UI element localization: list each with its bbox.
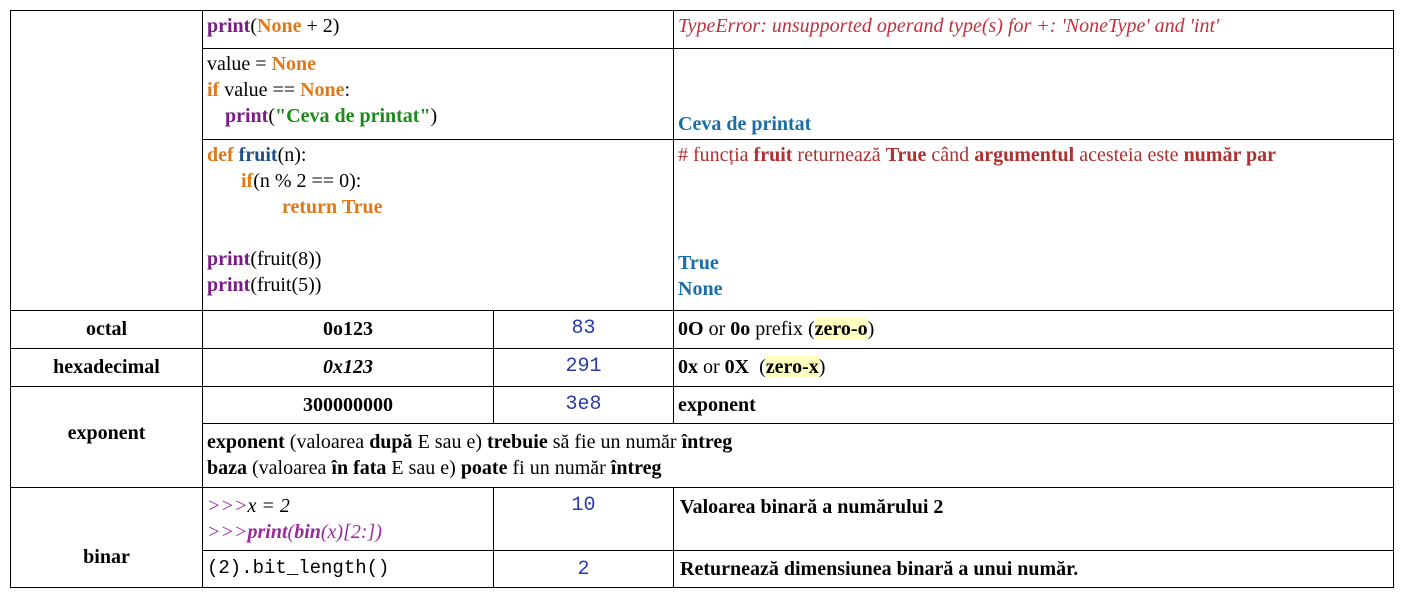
code-line: if(n % 2 == 0): (241, 170, 362, 192)
code-line: print(fruit(5)) (207, 274, 322, 296)
python-notes-table (10, 10, 1394, 588)
code-value-none (203, 49, 674, 140)
fruit-output-true: True (678, 252, 719, 274)
binar-note: Valoarea binară a numărului 2 (674, 488, 1393, 551)
exponent-description (203, 424, 1393, 488)
exponent-literal: 300000000 (203, 387, 494, 424)
exponent-rule: exponent (valoarea după E sau e) trebuie să fie un număr întreg (207, 431, 733, 453)
octal-note: 0O or 0o prefix (zero-o) (674, 311, 1393, 349)
code-line: >>>x = 2 (207, 495, 290, 517)
code-line: value = None (207, 53, 317, 75)
hex-literal: 0x123 (203, 349, 494, 387)
output-ceva: Ceva de printat (674, 49, 1393, 140)
fruit-output-none: None (678, 278, 723, 300)
output-typeerror: TypeError: unsupported operand type(s) for +: 'NoneType' and 'int' (674, 11, 1393, 49)
binar-code (203, 488, 494, 551)
hex-note: 0x or 0X (zero-x) (674, 349, 1393, 387)
fruit-comment: # funcția fruit returnează True când argumentul acesteia este număr par (678, 144, 1276, 166)
row-label-exponent: exponent (11, 387, 203, 488)
code-line: def fruit(n): (207, 144, 307, 166)
output-fruit (674, 140, 1393, 311)
binar-value: 10 (494, 488, 674, 551)
bitlength-note: Returnează dimensiunea binară a unui număr. (680, 558, 1079, 580)
octal-literal: 0o123 (203, 311, 494, 349)
bitlength-code: (2).bit_length() (203, 551, 494, 587)
row-label-octal: octal (11, 311, 203, 349)
code-line (207, 220, 669, 246)
octal-value: 83 (494, 311, 674, 349)
row-label-binar: binar (11, 488, 203, 587)
row-label-hexadecimal: hexadecimal (11, 349, 203, 387)
base-rule: baza (valoarea în fata E sau e) poate fi un număr întreg (207, 457, 662, 479)
code-line: >>>print(bin(x)[2:]) (207, 521, 382, 543)
row-label-empty-1 (11, 11, 203, 311)
code-line: if value == None: (207, 79, 351, 101)
code-line: print("Ceva de printat") (225, 105, 438, 127)
code-line: return True (282, 196, 383, 218)
code-line: print(fruit(8)) (207, 248, 322, 270)
bitlength-value: 2 (494, 551, 674, 587)
code-fruit (203, 140, 674, 311)
hex-value: 291 (494, 349, 674, 387)
exponent-value: 3e8 (494, 387, 674, 424)
code-none-plus: print(None + 2) (203, 11, 674, 49)
exponent-note: exponent (674, 387, 1393, 424)
